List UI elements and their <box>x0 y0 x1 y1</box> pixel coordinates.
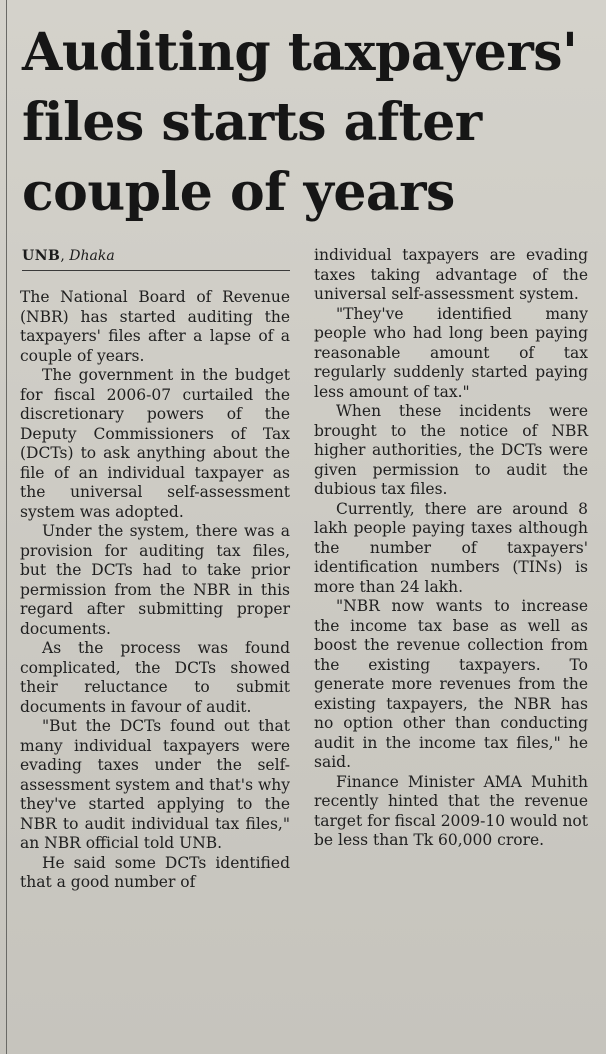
paragraph: "NBR now wants to increase the income tax base as well as boost the revenue collection from the existing taxpayers. To generate more revenues from the existing taxpayers, the NBR has no option other than conducting audit in the income tax files," he said. <box>314 597 588 771</box>
paragraph: The National Board of Revenue (NBR) has started auditing the taxpayers' files after a lapse of a couple of years. <box>20 288 290 365</box>
byline-city: Dhaka <box>69 248 115 264</box>
byline: UNB, Dhaka <box>22 246 290 271</box>
headline-line: files starts after <box>22 92 482 153</box>
headline-line: Auditing taxpayers' <box>22 22 578 83</box>
paragraph: Under the system, there was a provision for auditing tax files, but the DCTs had to take prior permission from the NBR in this regard after submitting proper documents. <box>20 522 290 638</box>
paragraph: As the process was found complicated, the DCTs showed their reluctance to submit documents in favour of audit. <box>20 639 290 716</box>
paragraph: Finance Minister AMA Muhith recently hinted that the revenue target for fiscal 2009-10 would not be less than Tk 60,000 crore. <box>314 772 588 849</box>
column-rule <box>6 0 7 1054</box>
paragraph: Currently, there are around 8 lakh people paying taxes although the number of taxpayers' identification numbers (TINs) is more than 24 lakh. <box>314 499 588 596</box>
article-column-1 <box>20 288 290 893</box>
article-column-2 <box>314 246 588 851</box>
paragraph: He said some DCTs identified that a good number of <box>20 853 290 891</box>
paragraph: "But the DCTs found out that many individual taxpayers were evading taxes under the self-assessment system and that's why they've started applying to the NBR to audit individual tax files," an NBR official told UNB. <box>20 717 290 852</box>
paragraph: The government in the budget for fiscal 2006-07 curtailed the discretionary powers of the Deputy Commissioners of Tax (DCTs) to ask anything about the file of an individual taxpayer as the universal self-assessment system was adopted. <box>20 366 290 521</box>
paragraph: "They've identified many people who had long been paying reasonable amount of tax regularly suddenly started paying less amount of tax." <box>314 304 588 401</box>
headline <box>22 18 600 228</box>
paragraph: individual taxpayers are evading taxes taking advantage of the universal self-assessment system. <box>314 246 588 303</box>
byline-agency: UNB <box>22 248 61 264</box>
paragraph: When these incidents were brought to the notice of NBR higher authorities, the DCTs were given permission to audit the dubious tax files. <box>314 402 588 498</box>
headline-line: couple of years <box>22 162 455 223</box>
